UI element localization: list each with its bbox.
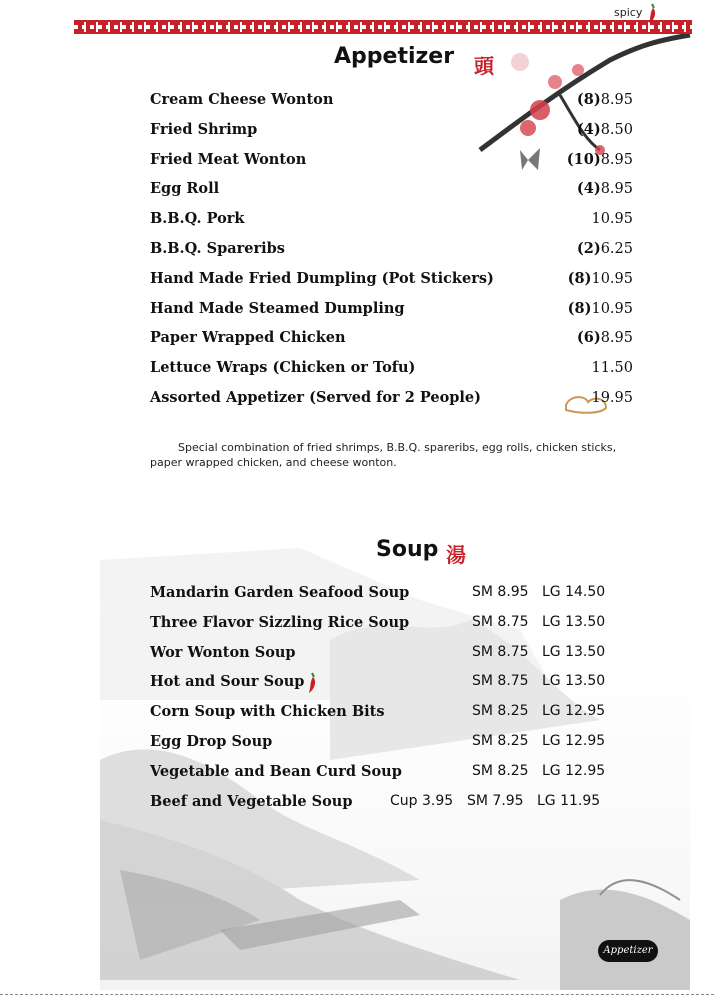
appetizer-item-name: B.B.Q. Spareribs <box>150 240 285 257</box>
appetizer-item-price-value: 19.95 <box>591 390 633 406</box>
appetizer-item-price <box>568 300 633 317</box>
appetizer-item-price-value: 8.95 <box>600 181 633 198</box>
appetizer-item-price <box>591 359 633 376</box>
appetizer-item-name: Assorted Appetizer (Served for 2 People) <box>150 389 482 406</box>
soup-large-price: LG 12.95 <box>542 733 606 749</box>
soup-small-price: SM 7.95 <box>467 792 524 809</box>
appetizer-item-price <box>591 210 633 227</box>
appetizer-item-quantity: (10) <box>566 150 601 168</box>
appetizer-item-price <box>577 121 633 138</box>
appetizer-item-price-value: 10.95 <box>591 300 633 317</box>
appetizer-item-price <box>577 180 633 197</box>
soup-item-name: Wor Wonton Soup <box>150 643 296 661</box>
appetizer-item-quantity: (4) <box>576 120 601 138</box>
soup-small-price: SM 8.25 <box>472 733 529 749</box>
appetizer-item-price-value: 11.50 <box>591 360 633 377</box>
appetizer-item-name: Hand Made Fried Dumpling (Pot Stickers) <box>150 269 494 287</box>
appetizer-item-quantity: (8) <box>567 269 592 287</box>
section-badge: Appetizer <box>598 940 658 962</box>
soup-large-price: LG 14.50 <box>542 584 606 600</box>
appetizer-item-price <box>577 240 633 257</box>
soup-large-price: LG 13.50 <box>542 613 606 630</box>
soup-small-price: SM 8.75 <box>472 673 529 690</box>
appetizer-item-name: B.B.Q. Pork <box>150 210 245 228</box>
appetizer-item-price-value: 8.95 <box>600 151 633 168</box>
appetizer-item-quantity: (8) <box>576 91 601 108</box>
soup-large-price: LG 11.95 <box>537 792 601 809</box>
appetizer-item-name: Egg Roll <box>150 180 220 198</box>
appetizer-item-price <box>568 270 633 287</box>
spicy-legend-label: spicy <box>614 6 643 19</box>
soup-title: Soup <box>376 537 439 562</box>
decorative-top-border <box>74 20 692 34</box>
appetizer-item-name: Fried Meat Wonton <box>150 150 307 168</box>
appetizer-item-price <box>577 91 633 108</box>
appetizer-item-price <box>591 389 633 406</box>
appetizer-item-price-value: 8.95 <box>600 330 633 347</box>
soup-large-price: LG 13.50 <box>542 643 606 660</box>
appetizer-item-price-value: 8.95 <box>600 92 633 108</box>
soup-item-name: Vegetable and Bean Curd Soup <box>150 762 402 780</box>
appetizer-item-name: Fried Shrimp <box>150 120 258 138</box>
appetizer-item-name: Hand Made Steamed Dumpling <box>150 299 405 317</box>
chili-pepper-icon <box>645 2 659 24</box>
soup-small-price: SM 8.75 <box>472 613 529 630</box>
soup-seal-icon: 湯 <box>446 543 466 567</box>
soup-large-price: LG 13.50 <box>542 673 606 690</box>
appetizer-item-name: Lettuce Wraps (Chicken or Tofu) <box>150 359 416 377</box>
appetizer-item-price-value: 8.50 <box>600 121 633 138</box>
soup-large-price: LG 12.95 <box>542 703 606 720</box>
appetizer-item-quantity: (6) <box>576 329 601 347</box>
appetizer-item-quantity: (8) <box>567 299 592 317</box>
appetizer-item-quantity: (4) <box>576 180 601 198</box>
soup-small-price: SM 8.95 <box>472 584 529 600</box>
appetizer-item-name: Paper Wrapped Chicken <box>150 329 346 347</box>
appetizer-title: Appetizer <box>334 44 455 69</box>
appetizer-seal-icon: 頭 <box>474 54 494 78</box>
soup-item-name: Corn Soup with Chicken Bits <box>150 703 385 721</box>
appetizer-item-quantity: (2) <box>576 240 601 257</box>
assorted-appetizer-description: Special combination of fried shrimps, B.B.Q. spareribs, egg rolls, chicken sticks, paper wrapped chicken, and cheese wonton. <box>150 441 617 469</box>
soup-item-name: Mandarin Garden Seafood Soup <box>150 584 410 601</box>
chili-pepper-icon <box>306 672 320 694</box>
appetizer-item-name: Cream Cheese Wonton <box>150 91 334 108</box>
appetizer-item-price-value: 6.25 <box>600 241 633 257</box>
soup-item-name: Beef and Vegetable Soup <box>150 792 353 810</box>
soup-item-name: Hot and Sour Soup <box>150 673 305 691</box>
appetizer-item-price <box>567 151 633 168</box>
appetizer-item-price <box>577 329 633 346</box>
soup-small-price: SM 8.75 <box>472 643 529 660</box>
page-bottom-divider <box>0 994 714 995</box>
soup-item-name: Three Flavor Sizzling Rice Soup <box>150 613 410 631</box>
soup-small-price: SM 8.25 <box>472 703 529 720</box>
soup-item-name: Egg Drop Soup <box>150 733 273 750</box>
soup-cup-price: Cup 3.95 <box>390 792 454 809</box>
soup-large-price: LG 12.95 <box>542 762 606 779</box>
soup-small-price: SM 8.25 <box>472 762 529 779</box>
appetizer-item-price-value: 10.95 <box>591 270 633 287</box>
appetizer-item-price-value: 10.95 <box>591 211 633 228</box>
